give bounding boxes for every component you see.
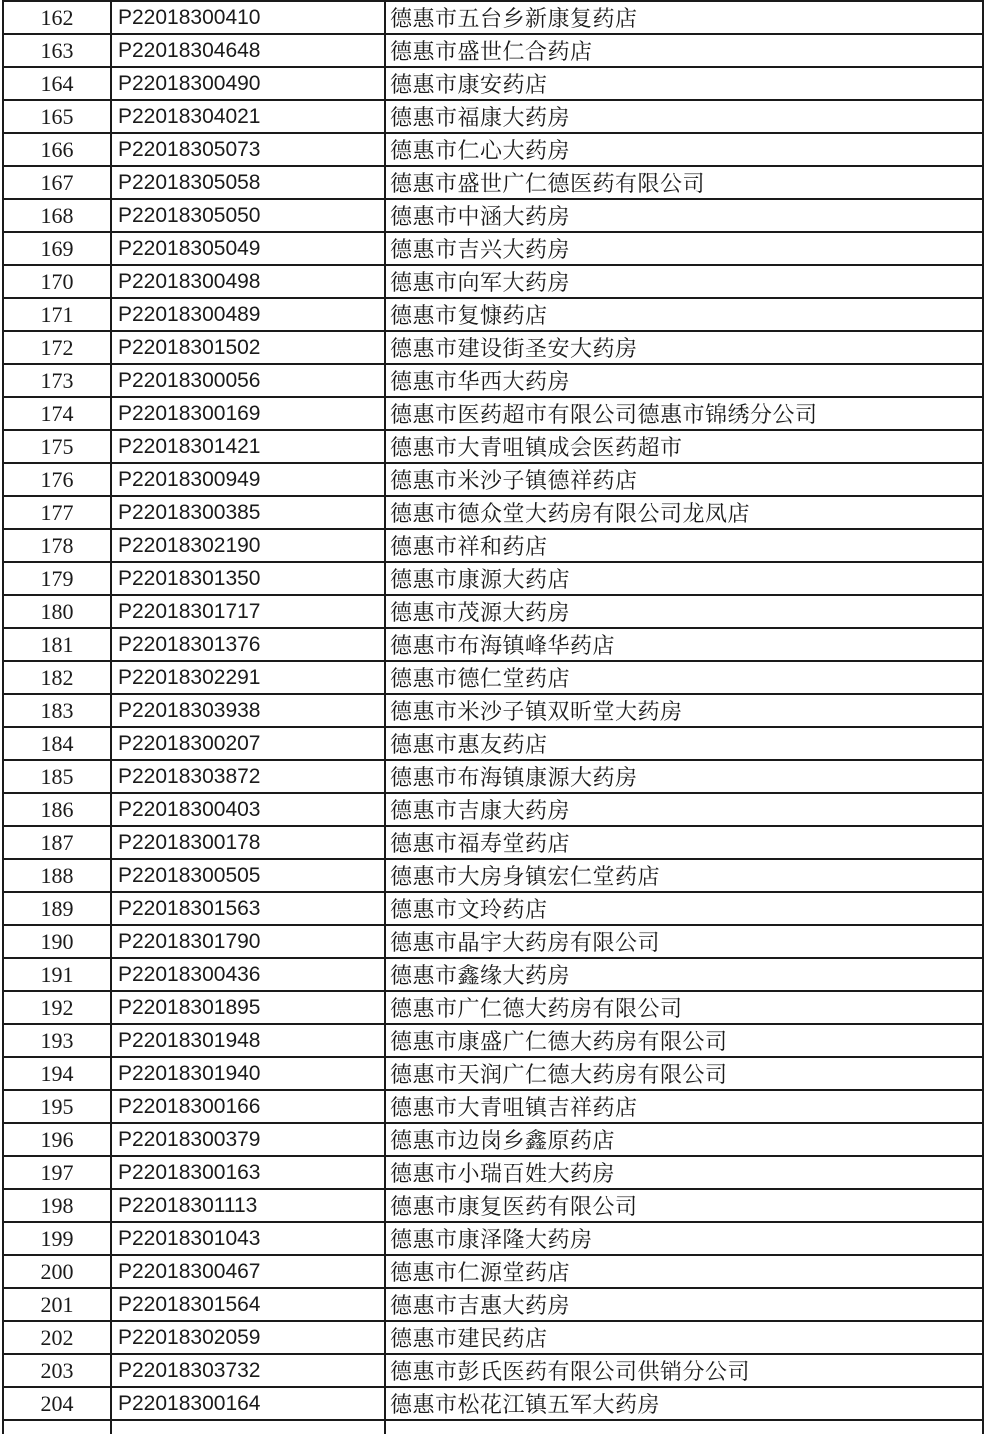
license-code-cell: P22018300498 (111, 265, 385, 298)
row-number-cell: 174 (3, 397, 111, 430)
license-code-cell: P22018305073 (111, 133, 385, 166)
table-row (3, 1123, 983, 1156)
pharmacy-name-cell: 德惠市吉兴大药房 (385, 232, 983, 265)
pharmacy-name-cell: 德惠市天润广仁德大药房有限公司 (385, 1057, 983, 1090)
pharmacy-name-cell: 德惠市五台乡新康复药店 (385, 1, 983, 34)
empty-cell (385, 1420, 983, 1434)
pharmacy-name-cell: 德惠市小瑞百姓大药房 (385, 1156, 983, 1189)
pharmacy-name-cell: 德惠市米沙子镇双昕堂大药房 (385, 694, 983, 727)
table-row (3, 727, 983, 760)
pharmacy-name-cell: 德惠市布海镇康源大药房 (385, 760, 983, 793)
row-number-cell: 197 (3, 1156, 111, 1189)
license-code-cell: P22018300505 (111, 859, 385, 892)
table-row (3, 1, 983, 34)
license-code-cell: P22018305058 (111, 166, 385, 199)
table-row (3, 1255, 983, 1288)
pharmacy-name-cell: 德惠市大青咀镇成会医药超市 (385, 430, 983, 463)
license-code-cell: P22018300207 (111, 727, 385, 760)
license-code-cell: P22018301350 (111, 562, 385, 595)
pharmacy-name-cell: 德惠市康安药店 (385, 67, 983, 100)
license-code-cell: P22018303938 (111, 694, 385, 727)
license-code-cell: P22018303872 (111, 760, 385, 793)
table-row (3, 760, 983, 793)
license-code-cell: P22018300949 (111, 463, 385, 496)
row-number-cell: 168 (3, 199, 111, 232)
pharmacy-name-cell: 德惠市福寿堂药店 (385, 826, 983, 859)
license-code-cell: P22018302059 (111, 1321, 385, 1354)
license-code-cell: P22018301421 (111, 430, 385, 463)
row-number-cell: 190 (3, 925, 111, 958)
license-code-cell: P22018300410 (111, 1, 385, 34)
row-number-cell: 194 (3, 1057, 111, 1090)
license-code-cell: P22018300489 (111, 298, 385, 331)
table-row (3, 694, 983, 727)
pharmacy-name-cell: 德惠市康盛广仁德大药房有限公司 (385, 1024, 983, 1057)
row-number-cell: 180 (3, 595, 111, 628)
license-code-cell: P22018300163 (111, 1156, 385, 1189)
license-code-cell: P22018304648 (111, 34, 385, 67)
table-row (3, 133, 983, 166)
row-number-cell: 179 (3, 562, 111, 595)
table-row (3, 859, 983, 892)
row-number-cell: 189 (3, 892, 111, 925)
license-code-cell: P22018300403 (111, 793, 385, 826)
license-code-cell: P22018302190 (111, 529, 385, 562)
table-row (3, 364, 983, 397)
table-row (3, 1354, 983, 1387)
table-row (3, 595, 983, 628)
pharmacy-name-cell: 德惠市华西大药房 (385, 364, 983, 397)
pharmacy-name-cell: 德惠市大青咀镇吉祥药店 (385, 1090, 983, 1123)
license-code-cell: P22018305049 (111, 232, 385, 265)
row-number-cell: 204 (3, 1387, 111, 1420)
license-code-cell: P22018301790 (111, 925, 385, 958)
row-number-cell: 177 (3, 496, 111, 529)
row-number-cell: 173 (3, 364, 111, 397)
license-code-cell: P22018301563 (111, 892, 385, 925)
table-body (3, 1, 983, 1434)
pharmacy-name-cell: 德惠市建设街圣安大药房 (385, 331, 983, 364)
pharmacy-name-cell: 德惠市仁源堂药店 (385, 1255, 983, 1288)
table-row (3, 1057, 983, 1090)
row-number-cell: 182 (3, 661, 111, 694)
row-number-cell: 195 (3, 1090, 111, 1123)
row-number-cell: 188 (3, 859, 111, 892)
license-code-cell: P22018300379 (111, 1123, 385, 1156)
pharmacy-name-cell: 德惠市祥和药店 (385, 529, 983, 562)
pharmacy-name-cell: 德惠市康复医药有限公司 (385, 1189, 983, 1222)
row-number-cell: 164 (3, 67, 111, 100)
row-number-cell: 169 (3, 232, 111, 265)
pharmacy-name-cell: 德惠市福康大药房 (385, 100, 983, 133)
table-row (3, 529, 983, 562)
row-number-cell: 175 (3, 430, 111, 463)
pharmacy-name-cell: 德惠市吉康大药房 (385, 793, 983, 826)
pharmacy-name-cell: 德惠市医药超市有限公司德惠市锦绣分公司 (385, 397, 983, 430)
row-number-cell: 178 (3, 529, 111, 562)
row-number-cell: 170 (3, 265, 111, 298)
license-code-cell: P22018301564 (111, 1288, 385, 1321)
pharmacy-name-cell: 德惠市布海镇峰华药店 (385, 628, 983, 661)
row-number-cell: 167 (3, 166, 111, 199)
pharmacy-name-cell: 德惠市彭氏医药有限公司供销分公司 (385, 1354, 983, 1387)
table-row (3, 1387, 983, 1420)
license-code-cell: P22018301376 (111, 628, 385, 661)
license-code-cell: P22018305050 (111, 199, 385, 232)
pharmacy-list-table (2, 0, 982, 1434)
license-code-cell: P22018300467 (111, 1255, 385, 1288)
license-code-cell: P22018300166 (111, 1090, 385, 1123)
table-row (3, 1288, 983, 1321)
pharmacy-name-cell: 德惠市文玲药店 (385, 892, 983, 925)
pharmacy-name-cell: 德惠市盛世仁合药店 (385, 34, 983, 67)
table-row (3, 562, 983, 595)
pharmacy-name-cell: 德惠市德众堂大药房有限公司龙凤店 (385, 496, 983, 529)
row-number-cell: 183 (3, 694, 111, 727)
pharmacy-name-cell: 德惠市松花江镇五军大药房 (385, 1387, 983, 1420)
row-number-cell: 172 (3, 331, 111, 364)
pharmacy-name-cell: 德惠市广仁德大药房有限公司 (385, 991, 983, 1024)
table-row (3, 1321, 983, 1354)
table-row (3, 628, 983, 661)
table-row (3, 463, 983, 496)
license-code-cell: P22018300178 (111, 826, 385, 859)
row-number-cell: 166 (3, 133, 111, 166)
license-code-cell: P22018300490 (111, 67, 385, 100)
row-number-cell: 192 (3, 991, 111, 1024)
table-row-partial (3, 1420, 983, 1434)
row-number-cell: 199 (3, 1222, 111, 1255)
pharmacy-name-cell: 德惠市鑫缘大药房 (385, 958, 983, 991)
row-number-cell: 202 (3, 1321, 111, 1354)
table-row (3, 232, 983, 265)
license-code-cell: P22018300056 (111, 364, 385, 397)
table-row (3, 265, 983, 298)
row-number-cell: 187 (3, 826, 111, 859)
row-number-cell: 193 (3, 1024, 111, 1057)
empty-cell (111, 1420, 385, 1434)
row-number-cell: 203 (3, 1354, 111, 1387)
license-code-cell: P22018300436 (111, 958, 385, 991)
row-number-cell: 200 (3, 1255, 111, 1288)
table-row (3, 958, 983, 991)
license-code-cell: P22018300385 (111, 496, 385, 529)
table-row (3, 199, 983, 232)
license-code-cell: P22018304021 (111, 100, 385, 133)
table-row (3, 67, 983, 100)
license-code-cell: P22018301948 (111, 1024, 385, 1057)
license-code-cell: P22018301940 (111, 1057, 385, 1090)
table-row (3, 1156, 983, 1189)
table-row (3, 166, 983, 199)
row-number-cell: 185 (3, 760, 111, 793)
row-number-cell: 171 (3, 298, 111, 331)
pharmacy-name-cell: 德惠市晶宇大药房有限公司 (385, 925, 983, 958)
pharmacy-name-cell: 德惠市茂源大药房 (385, 595, 983, 628)
row-number-cell: 162 (3, 1, 111, 34)
table-row (3, 397, 983, 430)
table-row (3, 661, 983, 694)
pharmacy-name-cell: 德惠市向军大药房 (385, 265, 983, 298)
table-row (3, 331, 983, 364)
pharmacy-name-cell: 德惠市康泽隆大药房 (385, 1222, 983, 1255)
pharmacy-name-cell: 德惠市建民药店 (385, 1321, 983, 1354)
license-code-cell: P22018300164 (111, 1387, 385, 1420)
pharmacy-name-cell: 德惠市边岗乡鑫原药店 (385, 1123, 983, 1156)
license-code-cell: P22018300169 (111, 397, 385, 430)
row-number-cell: 198 (3, 1189, 111, 1222)
license-code-cell: P22018302291 (111, 661, 385, 694)
row-number-cell: 191 (3, 958, 111, 991)
table-row (3, 892, 983, 925)
table-row (3, 826, 983, 859)
empty-cell (3, 1420, 111, 1434)
pharmacy-name-cell: 德惠市惠友药店 (385, 727, 983, 760)
table-row (3, 1024, 983, 1057)
row-number-cell: 165 (3, 100, 111, 133)
license-code-cell: P22018301113 (111, 1189, 385, 1222)
pharmacy-name-cell: 德惠市复慷药店 (385, 298, 983, 331)
pharmacy-name-cell: 德惠市康源大药店 (385, 562, 983, 595)
row-number-cell: 186 (3, 793, 111, 826)
data-table (2, 0, 984, 1434)
row-number-cell: 176 (3, 463, 111, 496)
row-number-cell: 184 (3, 727, 111, 760)
pharmacy-name-cell: 德惠市中涵大药房 (385, 199, 983, 232)
row-number-cell: 181 (3, 628, 111, 661)
row-number-cell: 201 (3, 1288, 111, 1321)
table-row (3, 34, 983, 67)
table-row (3, 1090, 983, 1123)
table-row (3, 793, 983, 826)
license-code-cell: P22018301717 (111, 595, 385, 628)
pharmacy-name-cell: 德惠市米沙子镇德祥药店 (385, 463, 983, 496)
table-row (3, 298, 983, 331)
table-row (3, 925, 983, 958)
table-row (3, 991, 983, 1024)
pharmacy-name-cell: 德惠市德仁堂药店 (385, 661, 983, 694)
table-row (3, 1189, 983, 1222)
pharmacy-name-cell: 德惠市盛世广仁德医药有限公司 (385, 166, 983, 199)
table-row (3, 100, 983, 133)
row-number-cell: 196 (3, 1123, 111, 1156)
table-row (3, 430, 983, 463)
table-row (3, 496, 983, 529)
pharmacy-name-cell: 德惠市仁心大药房 (385, 133, 983, 166)
row-number-cell: 163 (3, 34, 111, 67)
pharmacy-name-cell: 德惠市吉惠大药房 (385, 1288, 983, 1321)
license-code-cell: P22018301502 (111, 331, 385, 364)
table-row (3, 1222, 983, 1255)
license-code-cell: P22018301895 (111, 991, 385, 1024)
license-code-cell: P22018301043 (111, 1222, 385, 1255)
pharmacy-name-cell: 德惠市大房身镇宏仁堂药店 (385, 859, 983, 892)
license-code-cell: P22018303732 (111, 1354, 385, 1387)
